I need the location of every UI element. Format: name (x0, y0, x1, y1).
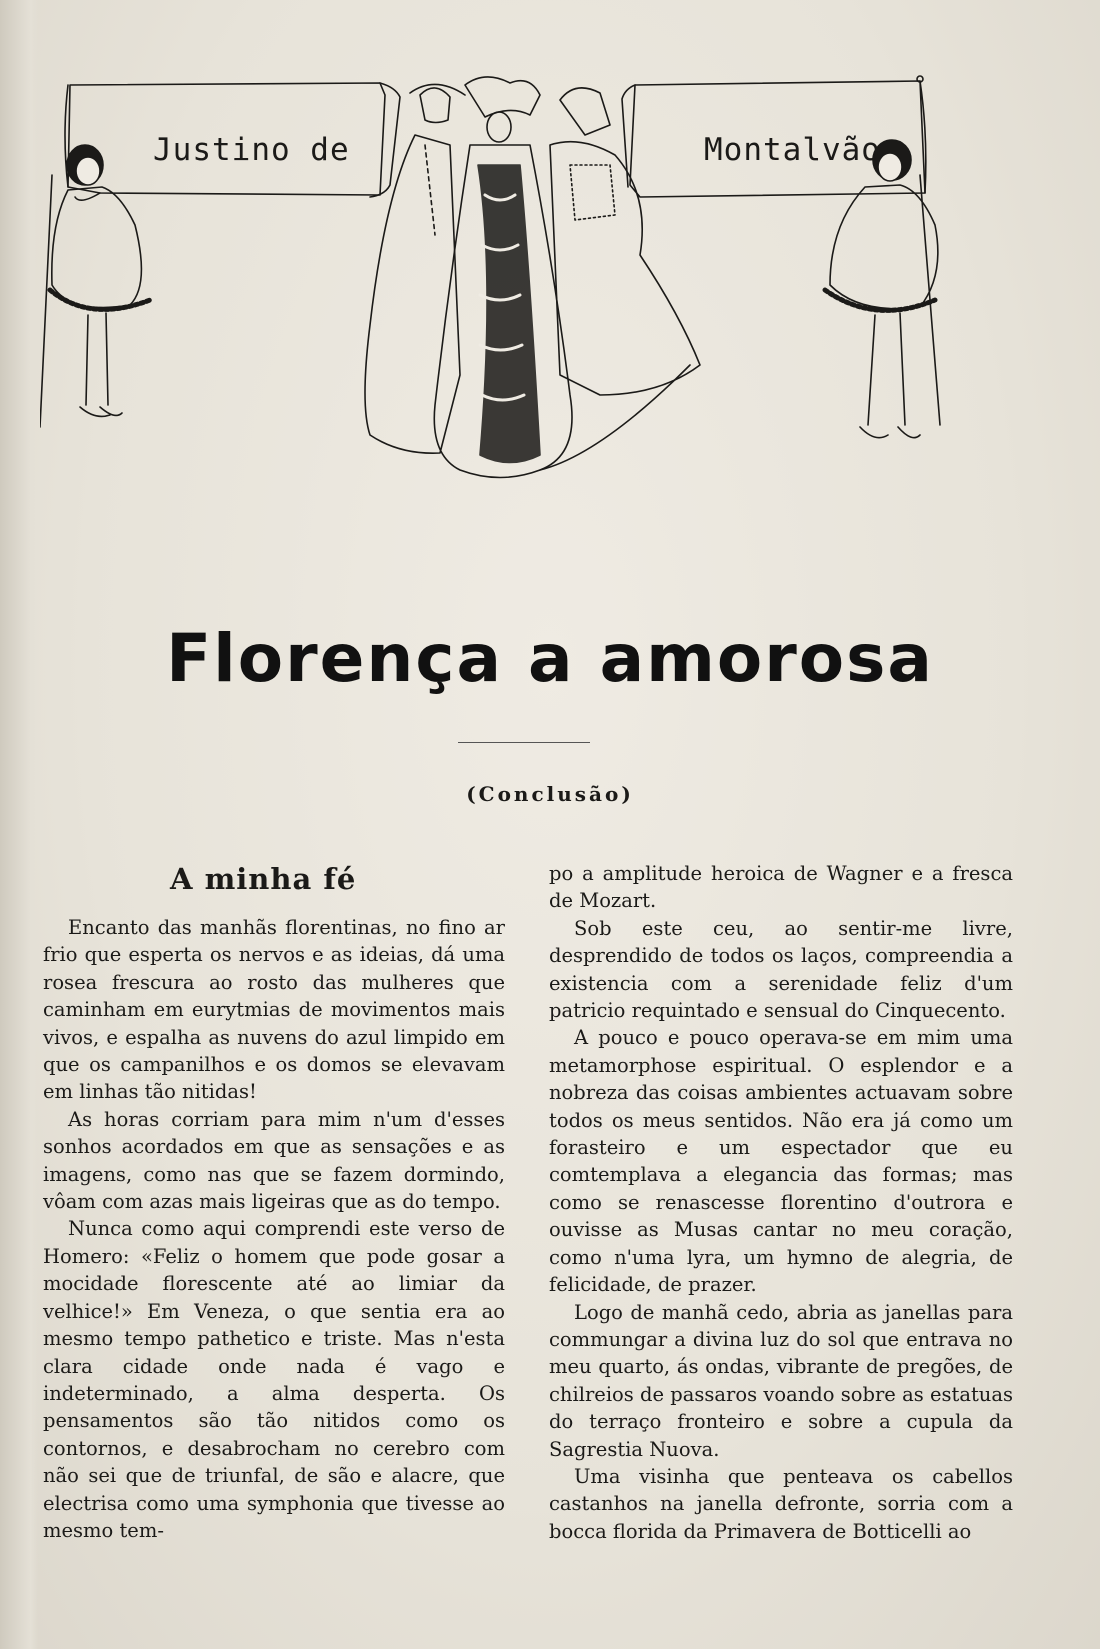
paragraph: Logo de manhã cedo, abria as janellas para commungar a divina luz do sol que entrava no meu quarto, ás ondas, vibrante de pregões, de chilreios de passaros voando sobre as estatuas do terraço fronteiro e sobre a cupula da Sagrestia Nuova. (549, 1300, 1013, 1461)
section-heading: A minha fé (170, 862, 357, 896)
author-first-name: Justino de (153, 132, 350, 168)
paragraph: Uma visinha que penteava os cabellos castanhos na janella defronte, sorria com a bocca florida da Primavera de Botticelli ao (549, 1464, 1013, 1543)
right-page-boy-icon (825, 140, 940, 438)
left-text-column (43, 914, 505, 1544)
article-subtitle: (Conclusão) (466, 782, 634, 806)
paragraph-continuation: po a amplitude heroica de Wagner e a fresca de Mozart. (549, 862, 1013, 913)
page-binding-shadow (0, 0, 38, 1649)
title-divider (458, 742, 590, 743)
three-ladies-icon (365, 77, 700, 478)
paragraph: Nunca como aqui comprendi este verso de Homero: «Feliz o homem que pode gosar a mocidade florescente até ao limiar da velhice!» Em Veneza, o que sentia era ao mesmo tempo pathetico e triste. Mas n'esta clara cidade onde nada é vago e indeterminado, a alma desperta. Os pensamentos são tão nitidos como os contornos, e desabrocham no cerebro com não sei que de triunfal, de são e alacre, que electrisa como uma symphonia que tivesse ao mesmo tem- (43, 1217, 505, 1542)
paragraph: Encanto das manhãs florentinas, no fino ar frio que esperta os nervos e as ideias, dá uma rosea frescura ao rosto das mulheres que caminham em eurytmias de movimentos mais vivos, e espalha as nuvens do azul limpido em que os campanilhos e os domos se elevavam em linhas tão nitidas! (43, 916, 505, 1104)
author-last-name: Montalvão (704, 132, 881, 168)
paragraph: Sob este ceu, ao sentir-me livre, desprendido de todos os laços, compreendia a existencia com a serenidade feliz d'um patricio requintado e sensual do Cinquecento. (549, 916, 1013, 1023)
paragraph: As horas corriam para mim n'um d'esses sonhos acordados em que as sensações e as imagens, como nas que se fazem dormindo, vôam com azas mais ligeiras que as do tempo. (43, 1107, 505, 1214)
right-text-column (549, 860, 1013, 1545)
paragraph: A pouco e pouco operava-se em mim uma metamorphose espiritual. O esplendor e a nobreza das coisas ambientes actuavam sobre todos os meus sentidos. Não era já como um forasteiro e um espectador que eu comtemplava a elegancia das formas; mas como se renascesse florentino d'outrora e ouvisse as Musas cantar no meu coração, como n'uma lyra, um hymno de alegria, de felicidade, de prazer. (549, 1026, 1013, 1297)
article-title: Florença a amorosa (166, 620, 934, 697)
left-page-boy-icon (40, 145, 150, 427)
